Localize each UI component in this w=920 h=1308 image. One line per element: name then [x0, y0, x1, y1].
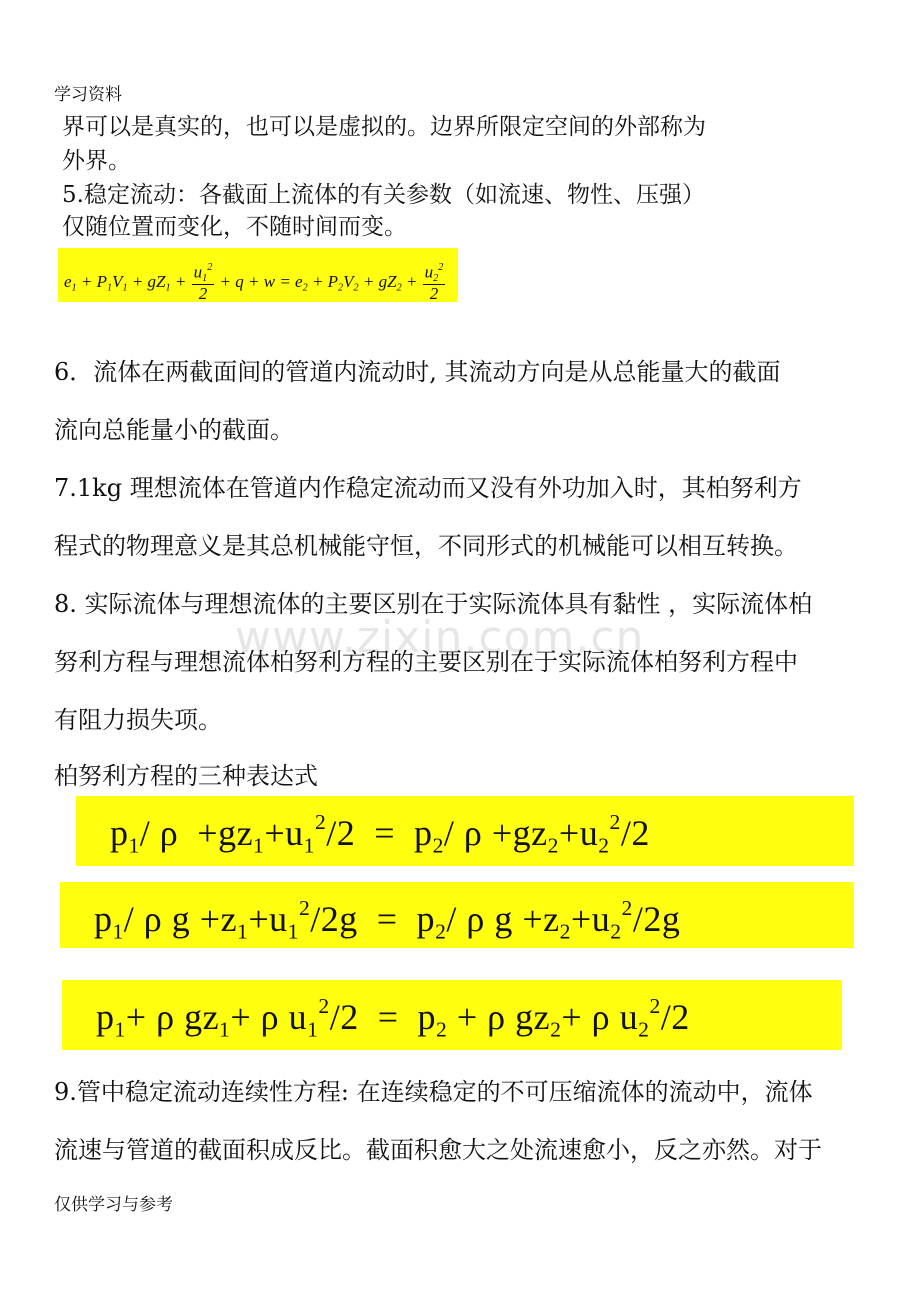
page-header: 学习资料: [54, 85, 122, 105]
watermark: www.zixin.com.cn: [235, 612, 645, 663]
text-line: 外界。: [62, 148, 131, 174]
text-line: 流向总能量小的截面。: [54, 416, 294, 444]
bernoulli-eq-1: $p_1/$ $\rho +gz_1+u_1^2/2 = p_2/$ $\rho +gz_2+u_2^2/2$: [110, 810, 650, 858]
page-footer: 仅供学习与参考: [54, 1195, 173, 1215]
text-line: 6．流体在两截面间的管道内流动时, 其流动方向是从总能量大的截面: [54, 358, 781, 386]
bernoulli-eq-1-box: [76, 796, 854, 866]
energy-equation: $e_1 + P_1V_1 + gZ_1$ + $\frac{u_1^2}{2}$ + $q + w = e_2 + P_2V_2 + gZ_2$ + $\frac{u_2^2}{2}$: [64, 262, 444, 304]
text-line: 9.管中稳定流动连续性方程: 在连续稳定的不可压缩流体的流动中，流体: [54, 1078, 813, 1106]
bernoulli-eq-2: $p_1/$ ρ $g +z_1+u_1^2/2g = p_2/$ ρ $g +z_2+u_2^2/2g$: [94, 896, 681, 944]
text-line: 有阻力损失项。: [54, 706, 222, 734]
text-line: 5.稳定流动：各截面上流体的有关参数（如流速、物性、压强）: [62, 182, 705, 208]
text-line: 仅随位置而变化，不随时间而变。: [62, 214, 407, 240]
bernoulli-eq-3-box: [62, 980, 842, 1050]
bernoulli-eq-2-box: [60, 882, 854, 948]
text-line: 努利方程与理想流体柏努利方程的主要区别在于实际流体柏努利方程中: [54, 648, 798, 676]
energy-equation-box: [58, 248, 458, 302]
text-line: 程式的物理意义是其总机械能守恒，不同形式的机械能可以相互转换。: [54, 532, 798, 560]
text-line: 7.1kg 理想流体在管道内作稳定流动而又没有外功加入时，其柏努利方: [54, 474, 802, 502]
text-line: 流速与管道的截面积成反比。截面积愈大之处流速愈小，反之亦然。对于: [54, 1136, 822, 1164]
bernoulli-eq-3: $p_1+ \rho$ $gz_1+ \rho$ $u_1^2/2 = p_2 + \rho$ $gz_2+ \rho$ $u_2^2/2$: [96, 994, 690, 1042]
text-line: 柏努利方程的三种表达式: [54, 762, 318, 790]
text-line: 8. 实际流体与理想流体的主要区别在于实际流体具有黏性 ，实际流体柏: [54, 590, 813, 618]
text-line: 界可以是真实的，也可以是虚拟的。边界所限定空间的外部称为: [62, 114, 706, 140]
